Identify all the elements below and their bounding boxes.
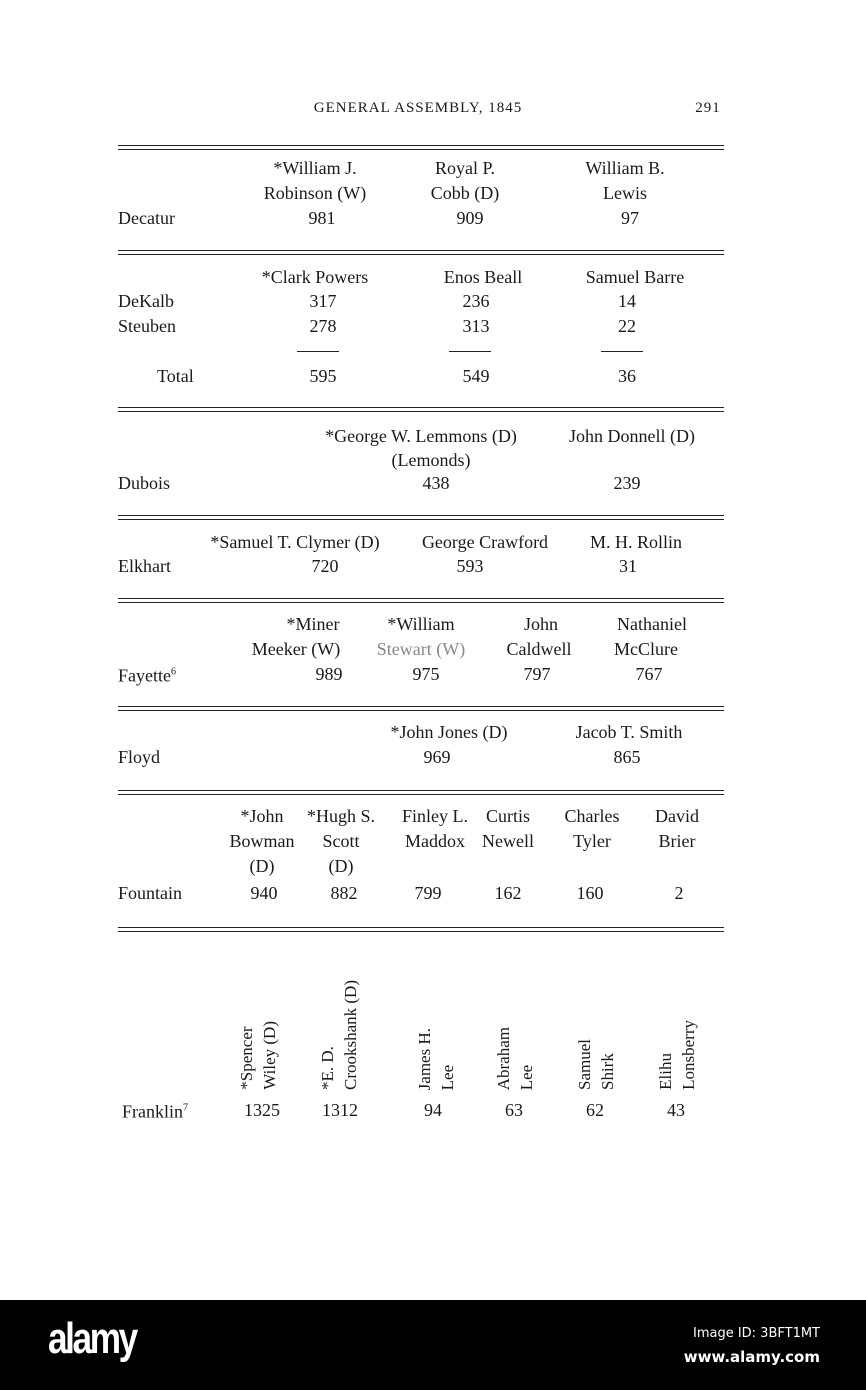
candidate-name: *Hugh S. [306, 806, 376, 826]
name-line: James H. [415, 1027, 434, 1090]
vote-count: 593 [456, 556, 484, 576]
candidate-name: McClure [614, 639, 678, 659]
double-rule [118, 790, 724, 795]
double-rule [118, 145, 724, 150]
candidate-name: *Miner [286, 614, 340, 634]
candidate-name: Charles [564, 806, 620, 826]
vote-count: 97 [621, 208, 639, 228]
name-line: Elihu [656, 1053, 675, 1090]
name-line: Abraham [494, 1026, 513, 1090]
footnote-marker: 6 [170, 666, 176, 678]
vote-count: 62 [586, 1100, 604, 1120]
name-line: Lee [517, 1064, 536, 1090]
candidate-party: (D) [328, 856, 354, 876]
name-line: *Spencer [237, 1026, 256, 1090]
image-id: Image ID: 3BFT1MT [692, 1326, 820, 1341]
total-label: Total [157, 366, 194, 386]
county-name: Floyd [118, 747, 161, 767]
candidate-name: Nathaniel [617, 614, 687, 634]
candidate-name: Meeker (W) [251, 639, 341, 659]
candidate-name-rotated [316, 930, 362, 1090]
candidate-name: *William J. [273, 158, 357, 178]
candidate-name: *Samuel T. Clymer (D) [210, 532, 380, 552]
vote-count: 438 [422, 473, 450, 493]
candidate-name: M. H. Rollin [589, 532, 683, 552]
county-name: Steuben [118, 316, 176, 336]
vote-count: 1312 [322, 1100, 358, 1120]
vote-count: 797 [523, 664, 551, 684]
name-line: Lonsberry [679, 1020, 698, 1090]
double-rule [118, 598, 724, 603]
vote-count: 767 [635, 664, 663, 684]
name-line: Shirk [598, 1053, 617, 1090]
watermark-url: www.alamy.com [683, 1348, 820, 1366]
candidate-name: Tyler [573, 831, 611, 851]
vote-count: 969 [423, 747, 451, 767]
vote-count: 1325 [244, 1100, 280, 1120]
vote-count: 865 [613, 747, 641, 767]
vote-count: 909 [456, 208, 484, 228]
candidate-name: Samuel Barre [585, 267, 685, 287]
candidate-name: *Clark Powers [261, 267, 369, 287]
candidate-name: David [655, 806, 699, 826]
candidate-name: Enos Beall [443, 267, 523, 287]
candidate-name: *John Jones (D) [390, 722, 508, 742]
candidate-name-rotated [654, 930, 700, 1090]
watermark-bar [0, 1300, 866, 1390]
vote-count: 162 [494, 883, 522, 903]
candidate-name-rotated [492, 930, 538, 1090]
vote-count: 882 [330, 883, 358, 903]
alamy-logo: alamy [48, 1314, 136, 1363]
name-line: *E. D. [318, 1046, 337, 1090]
candidate-name: John Donnell (D) [569, 426, 695, 446]
county-name: DeKalb [118, 291, 174, 311]
vote-count: 63 [505, 1100, 523, 1120]
vote-count: 160 [576, 883, 604, 903]
candidate-name: Cobb (D) [430, 183, 500, 203]
county-name: Fountain [118, 883, 183, 903]
vote-count: 975 [412, 664, 440, 684]
candidate-name-rotated [235, 930, 281, 1090]
candidate-name: Bowman [229, 831, 295, 851]
double-rule [118, 515, 724, 520]
name-line: Crookshank (D) [341, 979, 360, 1090]
candidate-name: Scott [322, 831, 360, 851]
double-rule [118, 407, 724, 412]
double-rule [118, 706, 724, 711]
vote-count: 981 [308, 208, 336, 228]
double-rule [118, 250, 724, 255]
candidate-name: Newell [482, 831, 534, 851]
vote-count: 989 [315, 664, 343, 684]
vote-count: 43 [667, 1100, 685, 1120]
sum-line [449, 351, 491, 352]
candidate-name: John [523, 614, 559, 634]
candidate-name-rotated [413, 930, 459, 1090]
vote-count: 14 [618, 291, 636, 311]
page-number: 291 [695, 100, 721, 116]
name-line: Lee [438, 1064, 457, 1090]
candidate-name: Maddox [405, 831, 465, 851]
candidate-name: Royal P. [434, 158, 496, 178]
name-line: Samuel [575, 1039, 594, 1090]
candidate-name: Caldwell [506, 639, 572, 659]
vote-count: 940 [250, 883, 278, 903]
vote-count: 236 [462, 291, 490, 311]
candidate-name: Lewis [603, 183, 647, 203]
candidate-party: (D) [249, 856, 275, 876]
county-name: Elkhart [118, 556, 171, 576]
vote-count: 278 [309, 316, 337, 336]
candidate-name-rotated [573, 930, 619, 1090]
vote-count: 31 [619, 556, 637, 576]
candidate-name: William B. [585, 158, 665, 178]
vote-count: 2 [674, 883, 684, 903]
county-label: Franklin [122, 1101, 183, 1122]
candidate-name: Robinson (W) [263, 183, 367, 203]
vote-count: 239 [613, 473, 641, 493]
vote-count: 22 [618, 316, 636, 336]
footnote-marker: 7 [183, 1102, 188, 1114]
candidate-name: Jacob T. Smith [575, 722, 683, 742]
candidate-name: George Crawford [421, 532, 549, 552]
county-label: Fayette [118, 665, 171, 686]
candidate-name: Stewart (W) [376, 639, 466, 659]
vote-count: 799 [414, 883, 442, 903]
name-line: Wiley (D) [260, 1021, 279, 1090]
running-head: GENERAL ASSEMBLY, 1845 [313, 100, 523, 116]
vote-count: 94 [424, 1100, 442, 1120]
candidate-name: Curtis [485, 806, 531, 826]
total-count: 549 [462, 366, 490, 386]
total-count: 36 [618, 366, 636, 386]
sum-line [297, 351, 339, 352]
candidate-name: Brier [658, 831, 696, 851]
candidate-name: Finley L. [402, 806, 468, 826]
county-name: Dubois [118, 473, 171, 493]
candidate-alias: (Lemonds) [391, 450, 471, 470]
candidate-name: *George W. Lemmons (D) [325, 426, 517, 446]
vote-count: 313 [462, 316, 490, 336]
county-name [122, 1098, 188, 1123]
sum-line [601, 351, 643, 352]
candidate-name: *William [387, 614, 455, 634]
vote-count: 317 [309, 291, 337, 311]
county-name: Decatur [118, 208, 175, 228]
vote-count: 720 [311, 556, 339, 576]
county-name [118, 662, 176, 687]
candidate-name: *John [240, 806, 284, 826]
total-count: 595 [309, 366, 337, 386]
